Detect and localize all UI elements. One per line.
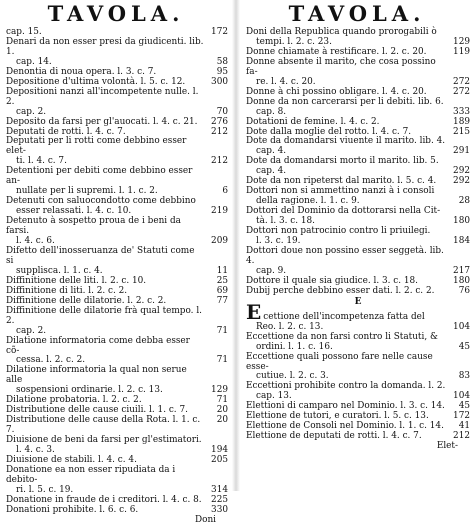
page-number: 330 bbox=[211, 504, 228, 515]
entry-text: Elettione de Consoli nel Dominio. l. 1. c. 14. bbox=[246, 421, 444, 432]
page-number: 69 bbox=[216, 285, 228, 296]
entry-text: Donatione ea non esser ripudiata da i debito- bbox=[6, 464, 176, 485]
entry-text: Elettioni di camparo nel Dominio. l. 3. c. 14. bbox=[246, 401, 445, 412]
entry-text: Diffinitione delle liti. l. 2. c. 10. bbox=[6, 275, 147, 286]
entry-text: Dottori del Dominio da dottorarsi nella Cit- bbox=[246, 206, 441, 217]
entry-text: nullate per li supremi. l. 1. c. 2. bbox=[16, 186, 158, 197]
entry-text: Dottori non patrocinio contro li priuilegi. bbox=[246, 226, 431, 237]
page-number: 70 bbox=[216, 106, 228, 117]
index-entry bbox=[6, 337, 228, 357]
page-number: 104 bbox=[453, 391, 470, 402]
entry-text: cap. 9. bbox=[256, 265, 287, 276]
page-number: 333 bbox=[453, 106, 470, 117]
entry-text: Dottori doue non possino esser seggetà. lib. 4. bbox=[246, 245, 444, 266]
entry-text: cap. 4. bbox=[256, 166, 287, 177]
page-number: 25 bbox=[216, 275, 228, 286]
entry-text: Eccettione da non farsi contro li Statuti, & bbox=[246, 331, 438, 342]
page-number: 58 bbox=[216, 56, 228, 67]
page-number: 71 bbox=[216, 355, 228, 366]
entry-text: della ragione. l. 1. c. 9. bbox=[256, 196, 360, 207]
entry-text: Eccettioni prohibite contro la domanda. l. 2. bbox=[246, 381, 446, 392]
entry-text: Eccettione quali possono fare nelle cause esse- bbox=[246, 351, 433, 372]
section-letter: E bbox=[354, 296, 362, 307]
index-entry bbox=[6, 167, 228, 187]
entry-text: Dote da non ripeterst dal marito. l. 5. c. 4. bbox=[246, 176, 437, 187]
entry-text: supplisca. l. 1. c. 4. bbox=[16, 265, 103, 276]
entry-text: Diffinitione delle dilatorie frà qual tempo. l. 2. bbox=[6, 305, 202, 326]
entry-text: cap. 14. bbox=[16, 56, 52, 67]
entry-text: Dilatione probatoria. l. 2. c. 2. bbox=[6, 395, 142, 406]
entry-text: l. 4. c. 3. bbox=[16, 445, 55, 456]
drop-capital: E bbox=[246, 299, 262, 324]
entry-text: Diffinitione delle dilatorie. l. 2. c. 2. bbox=[6, 295, 167, 306]
entry-text: Detenuti con saluocondotto come debbino bbox=[6, 196, 196, 207]
page-number: 45 bbox=[458, 341, 470, 352]
entry-text: Detenuto à sospetto proua de i beni da farsi. bbox=[6, 216, 181, 237]
page-number: 41 bbox=[458, 421, 470, 432]
entry-text: ordini. l. 1. c. 16. bbox=[256, 341, 333, 352]
page-number: 20 bbox=[216, 405, 228, 416]
page-number: 104 bbox=[453, 321, 470, 332]
entry-text: cap. 4. bbox=[256, 146, 287, 157]
page-number: 172 bbox=[211, 27, 228, 37]
entry-text: Elettione de tutori, e curatori. l. 5. c. 13. bbox=[246, 411, 429, 422]
page-number: 219 bbox=[211, 206, 228, 217]
index-entry bbox=[6, 137, 228, 157]
entry-text: l. 4. c. 6. bbox=[16, 236, 55, 247]
page-number: 217 bbox=[453, 265, 470, 276]
entry-text: Difetto dell'inosseruanza de' Statuti come si bbox=[6, 245, 195, 266]
page-number: 272 bbox=[453, 76, 470, 87]
index-list-e bbox=[240, 299, 474, 442]
page-number: 225 bbox=[211, 494, 228, 505]
page-header: TAVOLA. bbox=[288, 1, 426, 26]
entry-text: esser relassati. l. 4. c. 10. bbox=[16, 206, 132, 217]
page-number: 71 bbox=[216, 325, 228, 336]
page-number: 276 bbox=[211, 116, 228, 127]
page-number: 212 bbox=[211, 156, 228, 167]
index-entry bbox=[6, 466, 228, 486]
page-number: 77 bbox=[216, 295, 228, 306]
page-number: 180 bbox=[453, 275, 470, 286]
entry-text: Depositioni nanzi all'incompetente nulle. l. 2. bbox=[6, 86, 199, 107]
page-number: 11 bbox=[216, 265, 228, 276]
entry-text: cessa. l. 2. c. 2. bbox=[16, 355, 86, 366]
page-number: 212 bbox=[211, 126, 228, 137]
entry-text: cutiue. l. 2. c. 3. bbox=[256, 371, 329, 382]
entry-text: tà. l. 3. c. 18. bbox=[256, 216, 315, 227]
entry-text: Dilatione informatoria la qual non serue alle bbox=[6, 365, 187, 386]
entry-text: Deputati per li rotti come debbino esser elet- bbox=[6, 136, 187, 157]
page-number: 172 bbox=[453, 411, 470, 422]
entry-text: cap. 13. bbox=[256, 391, 292, 402]
page-number: 119 bbox=[453, 46, 470, 57]
entry-text: cettione dell'incompetenza fatta del bbox=[263, 311, 425, 322]
index-entry bbox=[6, 307, 228, 327]
page-number: 20 bbox=[216, 415, 228, 426]
entry-text: Dotationi de femine. l. 4. c. 2. bbox=[246, 116, 380, 127]
entry-text: Donne absente il marito, che cosa possino fa- bbox=[246, 56, 436, 77]
page-number: 212 bbox=[453, 431, 470, 442]
page-number: 28 bbox=[458, 196, 470, 207]
entry-text: Depositione d'ultima volontà. l. 5. c. 12. bbox=[6, 76, 186, 87]
book-gutter bbox=[232, 0, 240, 491]
catchword: Doni bbox=[194, 514, 216, 525]
entry-text: Elettione de deputati de rotti. l. 4. c. 7. bbox=[246, 431, 422, 442]
index-entry bbox=[246, 247, 470, 267]
entry-text: cap. 8. bbox=[256, 106, 287, 117]
page-number: 272 bbox=[453, 86, 470, 97]
entry-text: cap. 2. bbox=[16, 106, 47, 117]
page-number: 45 bbox=[458, 401, 470, 412]
entry-text: Diuisione de stabili. l. 4. c. 4. bbox=[6, 454, 137, 465]
page-header: TAVOLA. bbox=[47, 1, 185, 26]
page-number: 215 bbox=[453, 126, 470, 137]
entry-text: Dote da domandarsi morto il marito. lib. 5. bbox=[246, 156, 439, 167]
page-number: 314 bbox=[211, 484, 228, 495]
entry-text: sospensioni ordinarie. l. 2. c. 13. bbox=[16, 385, 163, 396]
page-number: 292 bbox=[453, 166, 470, 177]
entry-text: Donne chiamate à restificare. l. 2. c. 20. bbox=[246, 46, 427, 57]
page-number: 83 bbox=[458, 371, 470, 382]
index-entry bbox=[246, 58, 470, 78]
left-page bbox=[0, 0, 232, 525]
entry-text: Distributione delle cause ciuili. l. 1. c. 7. bbox=[6, 405, 188, 416]
page-number: 291 bbox=[453, 146, 470, 157]
entry-text: Deputati de rotti. l. 4. c. 7. bbox=[6, 126, 126, 137]
index-entry bbox=[6, 217, 228, 237]
page-number: 76 bbox=[458, 285, 470, 296]
page-number: 6 bbox=[222, 186, 228, 197]
entry-text: Dubij perche debbino esser dati. l. 2. c. 2. bbox=[246, 285, 435, 296]
entry-text: Donne à chi possino obligare. l. 4. c. 20. bbox=[246, 86, 427, 97]
entry-text: ti. l. 4. c. 7. bbox=[16, 156, 67, 167]
index-entry bbox=[6, 247, 228, 267]
entry-text: cap. 2. bbox=[16, 325, 47, 336]
page-number: 209 bbox=[211, 236, 228, 247]
entry-text: Detentioni per debiti come debbino esser an- bbox=[6, 166, 193, 187]
index-list bbox=[0, 28, 232, 516]
index-entry bbox=[246, 353, 470, 373]
page-number: 194 bbox=[211, 445, 228, 456]
index-list bbox=[240, 28, 474, 297]
index-entry bbox=[6, 416, 228, 436]
entry-text: cap. 15. bbox=[6, 27, 42, 37]
entry-text: Dottori non si ammettino nanzi à i consoli bbox=[246, 186, 435, 197]
entry-text: re. l. 4. c. 20. bbox=[256, 76, 316, 87]
entry-text: ri. l. 5. c. 19. bbox=[16, 484, 74, 495]
index-entry bbox=[6, 38, 228, 58]
page-number: 189 bbox=[453, 116, 470, 127]
entry-text: Donationi prohibite. l. 6. c. 6. bbox=[6, 504, 139, 515]
entry-text: Donne da non carcerarsi per li debiti. lib. 6. bbox=[246, 96, 444, 107]
entry-text: Diuisione de beni da farsi per gl'estimatori. bbox=[6, 435, 202, 446]
right-page bbox=[240, 0, 474, 491]
page-number: 95 bbox=[216, 66, 228, 77]
entry-text: tempi. l. 2. c. 23. bbox=[256, 36, 332, 47]
entry-text: Denari da non esser presi da giudicenti. lib. 1. bbox=[6, 36, 204, 57]
page-number: 184 bbox=[453, 236, 470, 247]
entry-text: Denontia di noua opera. l. 3. c. 7. bbox=[6, 66, 157, 77]
entry-text: l. 3. c. 19. bbox=[256, 236, 301, 247]
page-number: 129 bbox=[453, 36, 470, 47]
entry-text: Distributione delle cause della Rota. l. 1. c. 7. bbox=[6, 415, 201, 436]
entry-text: Reo. l. 2. c. 13. bbox=[256, 321, 324, 332]
entry-text: Dote da domandarsi viuente il marito. lib. 4. bbox=[246, 136, 446, 147]
index-entry bbox=[246, 299, 470, 324]
page-number: 292 bbox=[453, 176, 470, 187]
entry-text: Donatione in fraude de i creditori. l. 4. c. 8. bbox=[6, 494, 202, 505]
entry-text: Deposito da farsi per gl'auocati. l. 4. c. 21. bbox=[6, 116, 198, 127]
index-entry bbox=[246, 287, 470, 297]
entry-text: Dote dalla moglie del rotto. l. 4. c. 7. bbox=[246, 126, 412, 137]
page-number: 180 bbox=[453, 216, 470, 227]
entry-text: Diffinitione di liti. l. 2. c. 2. bbox=[6, 285, 128, 296]
page-number: 205 bbox=[211, 454, 228, 465]
catchword: Elet- bbox=[436, 441, 458, 452]
page-number: 71 bbox=[216, 395, 228, 406]
page-number: 129 bbox=[211, 385, 228, 396]
page-number: 300 bbox=[211, 76, 228, 87]
entry-text: Dilatione informatoria come debba esser cõ- bbox=[6, 335, 190, 356]
index-entry bbox=[6, 88, 228, 108]
index-entry bbox=[6, 366, 228, 386]
entry-text: Doni della Republica quando prorogabili ò bbox=[246, 27, 437, 37]
entry-text: Dottore il quale sia giudice. l. 3. c. 18. bbox=[246, 275, 418, 286]
